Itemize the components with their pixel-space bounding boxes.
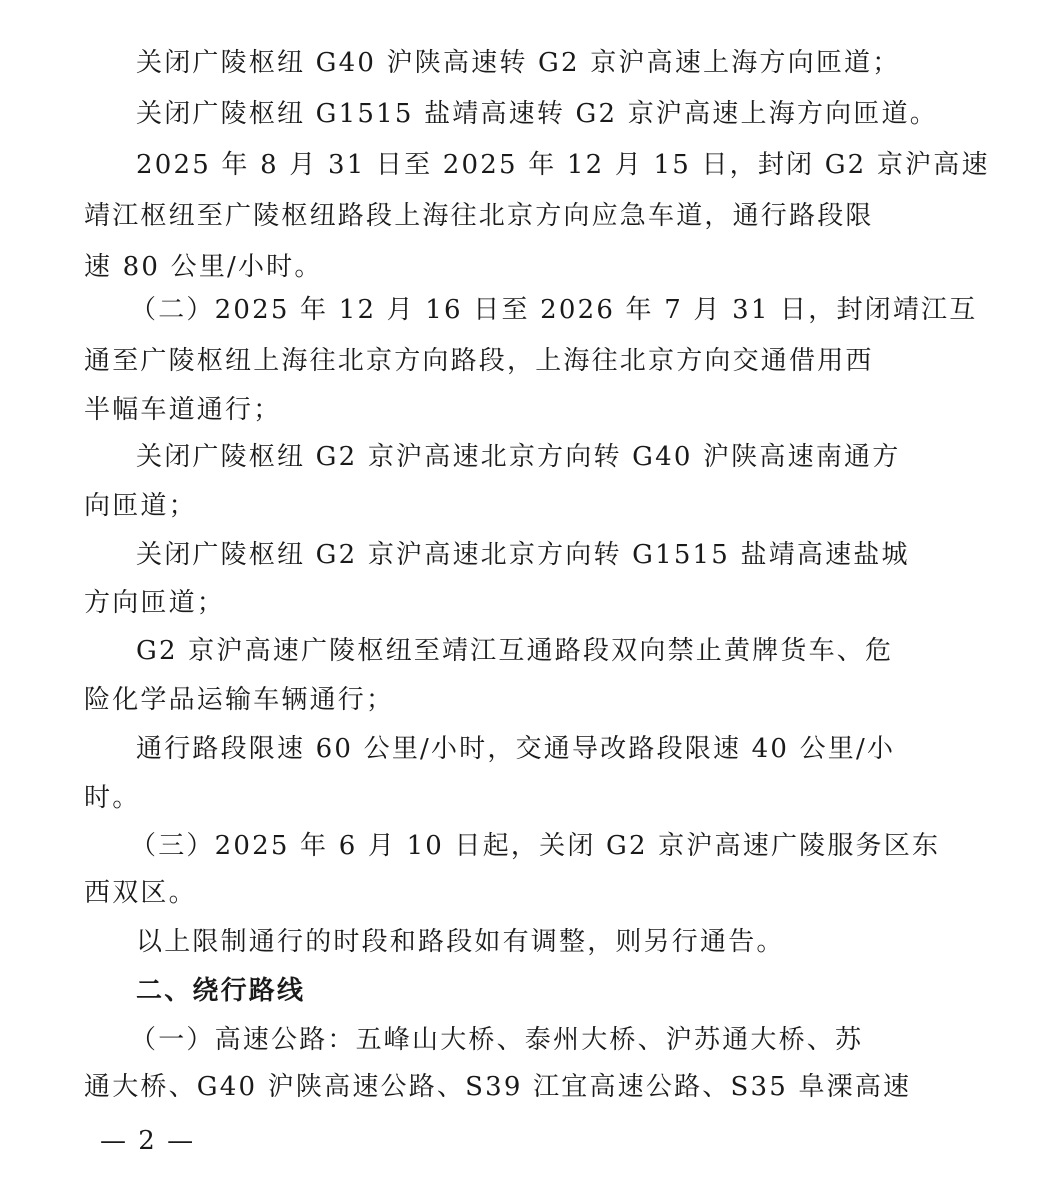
paragraph-line: 关闭广陵枢纽 G1515 盐靖高速转 G2 京沪高速上海方向匝道。 [136,99,938,129]
paragraph-line: 2025 年 8 月 31 日至 2025 年 12 月 15 日，封闭 G2 京沪高速 [136,150,990,180]
paragraph-line: 向匝道； [84,491,197,521]
paragraph-line: 半幅车道通行； [84,395,282,425]
paragraph-line: 时。 [84,783,141,813]
paragraph-line: 险化学品运输车辆通行； [84,685,395,715]
paragraph-line: G2 京沪高速广陵枢纽至靖江互通路段双向禁止黄牌货车、危 [136,636,894,666]
paragraph-line: 通至广陵枢纽上海往北京方向路段，上海往北京方向交通借用西 [84,346,874,376]
page-number: — 2 — [100,1126,196,1156]
paragraph-line: 通大桥、G40 沪陕高速公路、S39 江宜高速公路、S35 阜溧高速 [84,1072,912,1102]
section-heading: 二、绕行路线 [136,976,306,1006]
paragraph-line: 西双区。 [84,878,197,908]
paragraph-line: 方向匝道； [84,588,226,618]
paragraph-line: 通行路段限速 60 公里/小时，交通导改路段限速 40 公里/小 [136,734,896,764]
paragraph-line: （三）2025 年 6 月 10 日起，关闭 G2 京沪高速广陵服务区东 [130,831,941,861]
paragraph-line: 速 80 公里/小时。 [84,252,323,282]
paragraph-line: 关闭广陵枢纽 G40 沪陕高速转 G2 京沪高速上海方向匝道； [136,48,901,78]
paragraph-line: 以上限制通行的时段和路段如有调整，则另行通告。 [136,927,785,957]
paragraph-line: 靖江枢纽至广陵枢纽路段上海往北京方向应急车道，通行路段限 [84,201,874,231]
paragraph-line: （一）高速公路：五峰山大桥、泰州大桥、沪苏通大桥、苏 [130,1025,864,1055]
paragraph-line: （二）2025 年 12 月 16 日至 2026 年 7 月 31 日，封闭靖江互 [130,295,978,325]
paragraph-line: 关闭广陵枢纽 G2 京沪高速北京方向转 G40 沪陕高速南通方 [136,442,901,472]
paragraph-line: 关闭广陵枢纽 G2 京沪高速北京方向转 G1515 盐靖高速盐城 [136,540,910,570]
